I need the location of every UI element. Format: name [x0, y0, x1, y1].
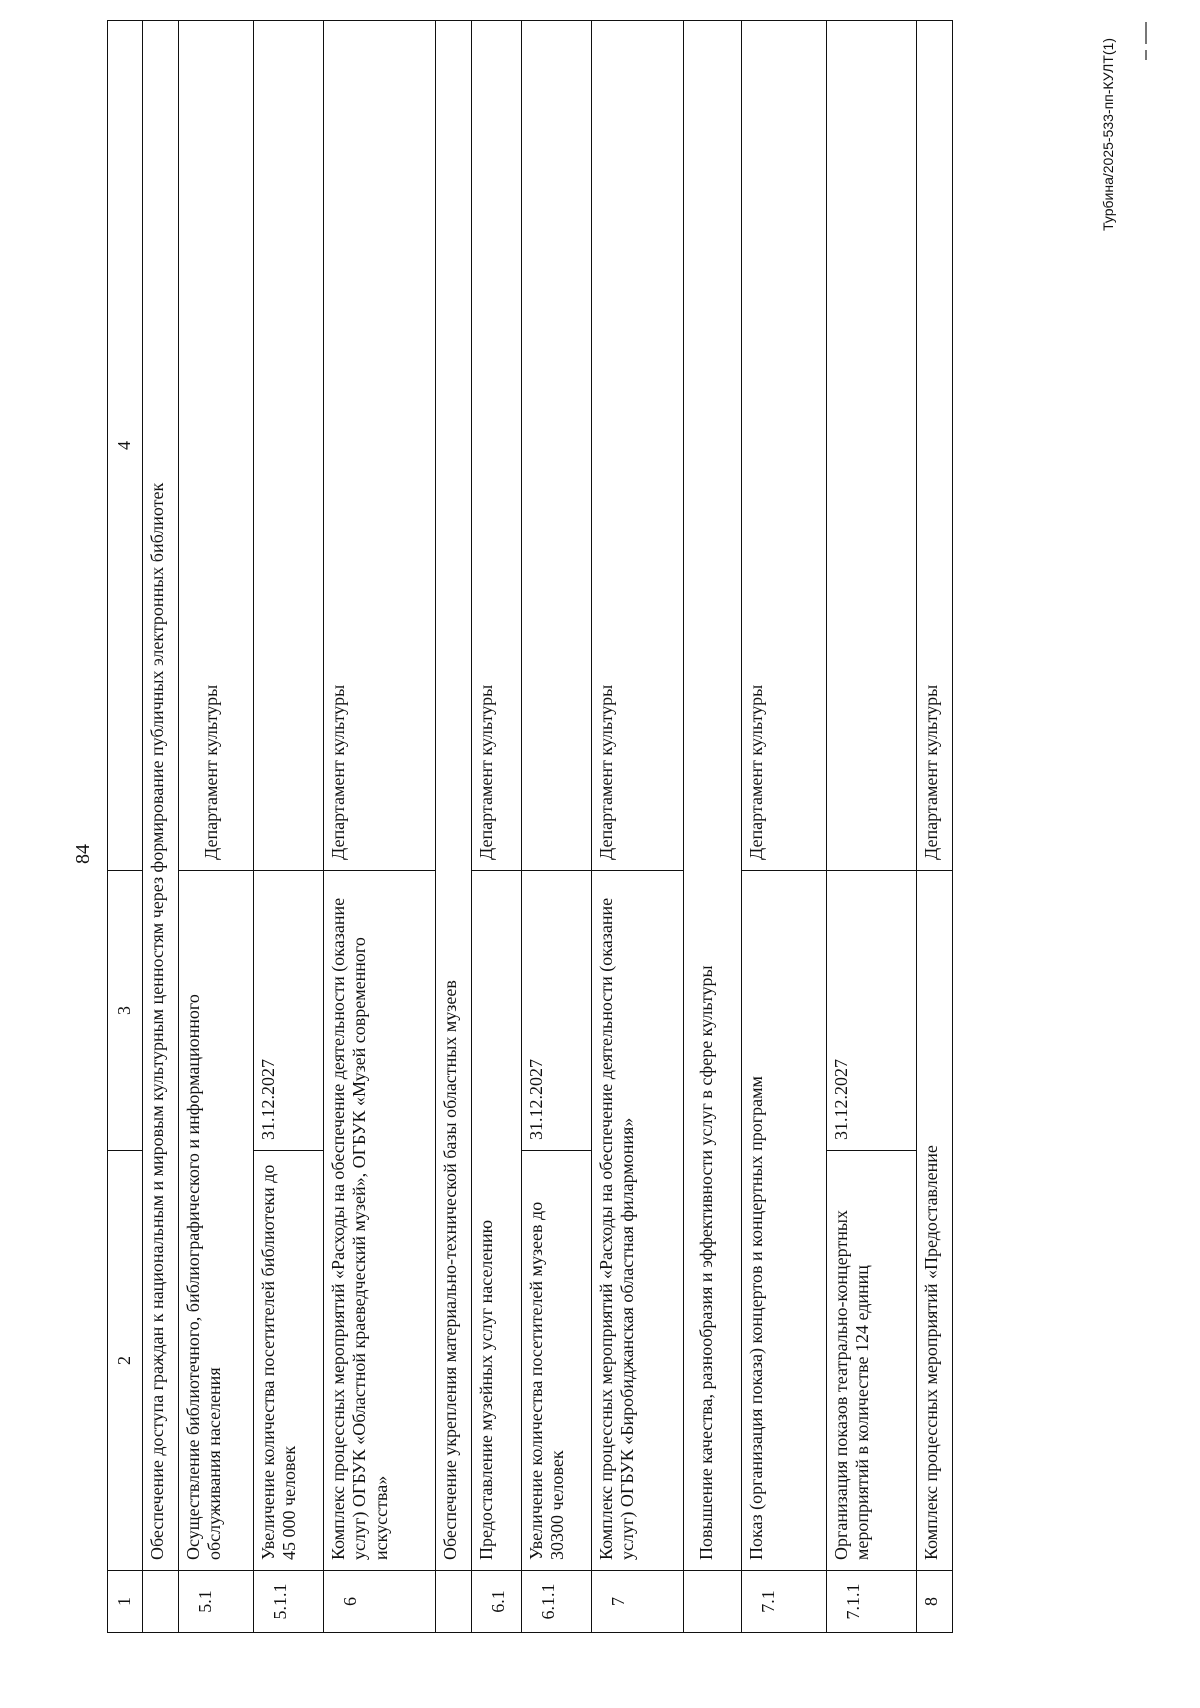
department: Департамент культуры	[741, 21, 826, 871]
header-cell-1: 1	[108, 1571, 143, 1633]
row-number: 6	[323, 1571, 435, 1633]
section-title: Обеспечение укрепления материально-технической базы областных музеев	[435, 21, 471, 1571]
section-title: Обеспечение доступа граждан к национальным и мировым культурным ценностям через формирование публичных электронных библиотек	[142, 21, 178, 1571]
row-number-cell	[435, 1571, 471, 1633]
section-title: Повышение качества, разнообразия и эффективности услуг в сфере культуры	[683, 21, 741, 1571]
row-number: 8	[916, 1571, 952, 1633]
section-row	[435, 21, 471, 1633]
task-row	[471, 21, 521, 1633]
result-row	[521, 21, 591, 1633]
department: Департамент культуры	[471, 21, 521, 871]
task-row	[323, 21, 435, 1633]
row-number: 7.1.1	[826, 1571, 916, 1633]
row-number: 7.1	[741, 1571, 826, 1633]
department-empty	[521, 21, 591, 871]
row-number: 6.1	[471, 1571, 521, 1633]
department: Департамент культуры	[178, 21, 253, 871]
task-text: Комплекс процессных мероприятий «Расходы на обеспечение деятельности (оказание услуг) ОГБУК «Биробиджанская областная филармония»	[591, 871, 683, 1571]
result-text: Увеличение количества посетителей библиотеки до 45 000 человек	[253, 1151, 323, 1571]
task-text: Предоставление музейных услуг населению	[471, 871, 521, 1571]
task-row	[916, 21, 952, 1633]
header-cell-4: 4	[108, 21, 143, 871]
department: Департамент культуры	[916, 21, 952, 871]
row-number: 5.1	[178, 1571, 253, 1633]
task-text: Осуществление библиотечного, библиографического и информационного обслуживания населения	[178, 871, 253, 1571]
header-cell-3: 3	[108, 871, 143, 1151]
document-code: Турбина/2025-533-пп-КУЛТ(1)	[1100, 38, 1116, 231]
result-date: 31.12.2027	[521, 871, 591, 1151]
row-number: 7	[591, 1571, 683, 1633]
result-row	[253, 21, 323, 1633]
task-text: Показ (организация показа) концертов и концертных программ	[741, 871, 826, 1571]
row-number-cell	[683, 1571, 741, 1633]
task-row	[178, 21, 253, 1633]
result-date: 31.12.2027	[826, 871, 916, 1151]
task-row	[741, 21, 826, 1633]
result-date: 31.12.2027	[253, 871, 323, 1151]
department-empty	[253, 21, 323, 871]
department-empty	[826, 21, 916, 871]
task-text: Комплекс процессных мероприятий «Расходы на обеспечение деятельности (оказание услуг) ОГБУК «Областной краеведческий музей», ОГБУК «Музей современного искусства»	[323, 871, 435, 1571]
row-number-cell	[142, 1571, 178, 1633]
header-cell-2: 2	[108, 1151, 143, 1571]
section-row	[142, 21, 178, 1633]
result-text: Организация показов театрально-концертных мероприятий в количестве 124 единиц	[826, 1151, 916, 1571]
task-row	[591, 21, 683, 1633]
scan-artifact	[1145, 22, 1147, 44]
result-row	[826, 21, 916, 1633]
task-text: Комплекс процессных мероприятий «Предоставление	[916, 871, 952, 1571]
header-row	[108, 21, 143, 1633]
row-number: 5.1.1	[253, 1571, 323, 1633]
plan-table	[107, 20, 953, 1633]
department: Департамент культуры	[323, 21, 435, 871]
result-text: Увеличение количества посетителей музеев до 30300 человек	[521, 1151, 591, 1571]
department: Департамент культуры	[591, 21, 683, 871]
section-row	[683, 21, 741, 1633]
row-number: 6.1.1	[521, 1571, 591, 1633]
scan-artifact	[1145, 50, 1147, 60]
page-number: 84	[72, 844, 94, 864]
